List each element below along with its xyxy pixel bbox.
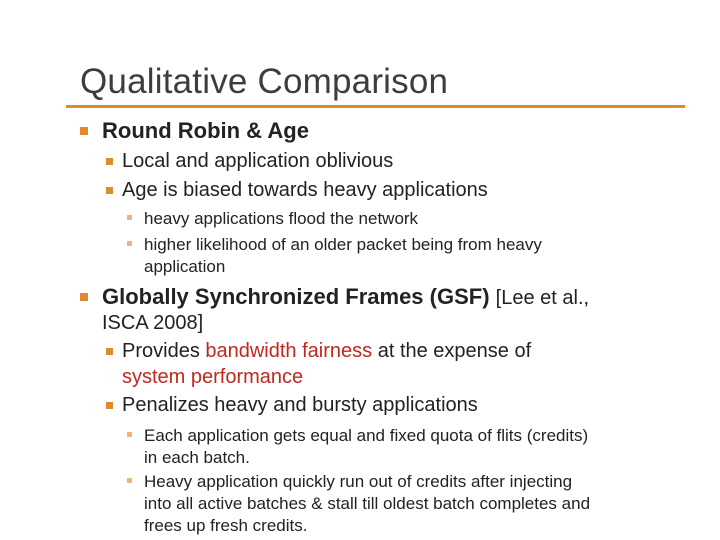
subpoint-bullet — [127, 432, 132, 437]
gsf-reference-cont: ISCA 2008] — [102, 312, 204, 334]
point-text-prefix: Provides — [122, 340, 206, 362]
point-text-suffix: at the expense of — [372, 340, 532, 362]
highlight-system-performance: system performance — [122, 366, 304, 388]
point-age-biased: Age is biased towards heavy applications — [122, 179, 488, 201]
subpoint-heavy-run-out: Heavy application quickly run out of credits after injecting — [144, 472, 573, 491]
point-bullet — [106, 187, 113, 194]
subpoint-heavy-run-out-cont2: frees up fresh credits. — [144, 516, 308, 535]
subpoint-flood-network: heavy applications flood the network — [144, 209, 419, 228]
highlight-bandwidth-fairness: bandwidth fairness — [205, 340, 373, 362]
slide-title: Qualitative Comparison — [80, 62, 449, 101]
subpoint-equal-quota-cont: in each batch. — [144, 448, 250, 467]
point-bandwidth-fairness — [122, 340, 531, 363]
point-bullet — [106, 348, 113, 355]
section-heading-gsf — [102, 284, 589, 310]
subpoint-older-packet: higher likelihood of an older packet being from heavy — [144, 235, 542, 254]
section-bullet — [80, 293, 88, 301]
subpoint-bullet — [127, 215, 132, 220]
section-heading-round-robin: Round Robin & Age — [102, 118, 309, 143]
title-underline — [66, 105, 685, 108]
gsf-reference: [Lee et al., — [495, 287, 590, 309]
subpoint-bullet — [127, 241, 132, 246]
point-local-oblivious: Local and application oblivious — [122, 150, 394, 172]
subpoint-equal-quota: Each application gets equal and fixed quota of flits (credits) — [144, 426, 589, 445]
section-bullet — [80, 127, 88, 135]
subpoint-heavy-run-out-cont: into all active batches & stall till oldest batch completes and — [144, 494, 591, 513]
point-bullet — [106, 158, 113, 165]
subpoint-bullet — [127, 478, 132, 483]
point-penalizes-bursty: Penalizes heavy and bursty applications — [122, 394, 478, 416]
gsf-heading-text: Globally Synchronized Frames (GSF) — [102, 284, 490, 309]
subpoint-older-packet-cont: application — [144, 257, 226, 276]
point-bullet — [106, 402, 113, 409]
